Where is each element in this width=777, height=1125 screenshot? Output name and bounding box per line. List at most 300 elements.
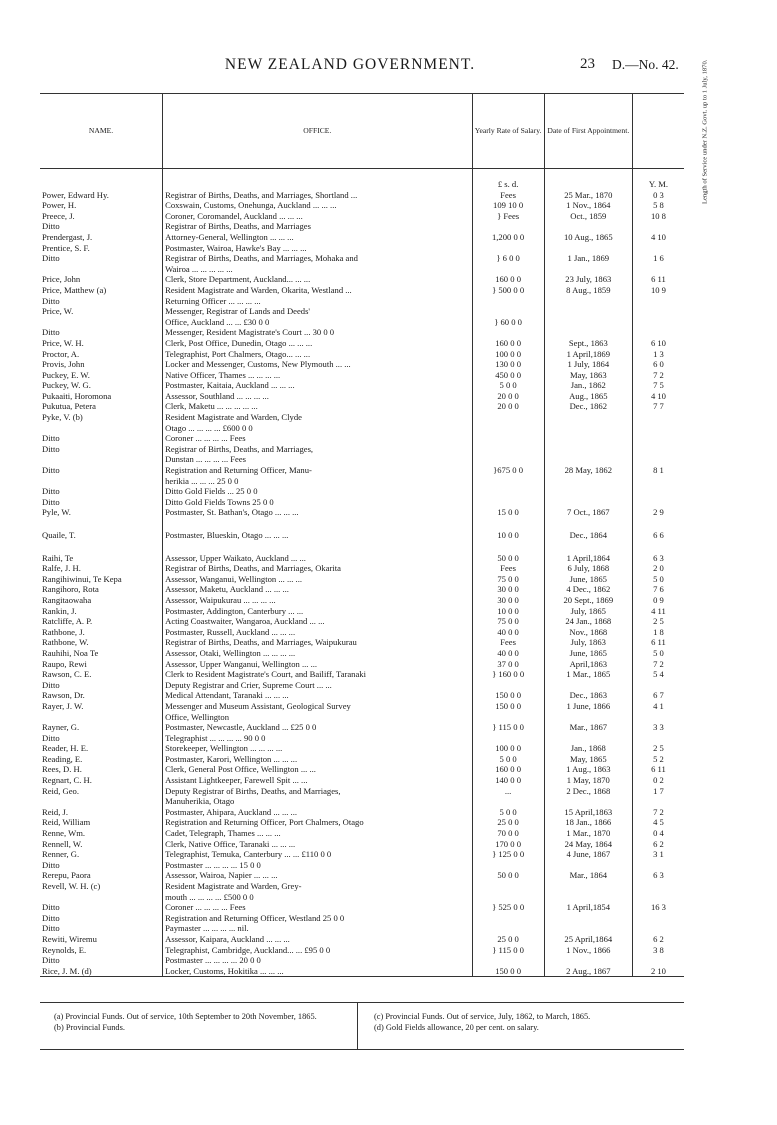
cell-office: Assistant Lightkeeper, Farewell Spit ... ... (163, 775, 472, 786)
table-row (40, 680, 684, 691)
cell-office: Clerk to Resident Magistrate's Court, and Bailiff, Taranaki (163, 669, 472, 680)
cell-office: Resident Magistrate and Warden, Clyde (163, 412, 472, 423)
cell-salary: 160 0 0 (472, 274, 544, 285)
cell-length: 0 2 (653, 775, 664, 786)
units-row (40, 169, 684, 190)
cell-salary (472, 680, 544, 691)
cell-office: Registration and Returning Officer, Port Chalmers, Otago (163, 817, 472, 828)
cell-length (632, 518, 684, 530)
cell-date (544, 221, 632, 232)
cell-name: Rayner, G. (40, 722, 163, 733)
cell-date: April,1863 (544, 659, 632, 670)
cell-date (544, 733, 632, 744)
cell-date: Sept., 1863 (544, 338, 632, 349)
cell-name: Rice, J. M. (d) (40, 966, 163, 977)
cell-name: Rewiti, Wiremu (40, 934, 163, 945)
cell-salary (472, 433, 544, 444)
cell-name: Rangihoro, Rota (40, 584, 163, 595)
cell-length (632, 955, 684, 966)
cell-name: Rawson, C. E. (40, 669, 163, 680)
table-row (40, 274, 684, 285)
cell-name: Regnart, C. H. (40, 775, 163, 786)
cell-office: Registrar of Births, Deaths, and Marriages, Shortland ... (163, 190, 472, 201)
cell-length: 3 8 (653, 944, 664, 955)
table-row (40, 359, 684, 370)
cell-date (544, 327, 632, 338)
cell-office: Postmaster, Blueskin, Otago ... ... ... (163, 530, 472, 541)
cell-office: Ditto Gold Fields ... 25 0 0 (163, 486, 472, 497)
cell-length: 1 7 (653, 785, 664, 796)
table-row (40, 923, 684, 934)
cell-name: Ditto (40, 680, 163, 691)
cell-office: Returning Officer ... ... ... ... (163, 296, 472, 307)
cell-salary: 160 0 0 (472, 338, 544, 349)
cell-salary: 15 0 0 (472, 507, 544, 518)
cell-length: 1 6 (653, 253, 664, 264)
table-row (40, 243, 684, 254)
cell-office: Acting Coastwaiter, Wangaroa, Auckland ... ... (163, 616, 472, 627)
cell-length (632, 444, 684, 455)
cell-salary: 75 0 0 (472, 574, 544, 585)
cell-length (632, 412, 684, 423)
cell-office: Postmaster, Wairoa, Hawke's Bay ... ... ... (163, 243, 472, 254)
cell-office: Registrar of Births, Deaths, and Marriages (163, 221, 472, 232)
cell-length: 6 11 (651, 764, 666, 775)
cell-salary: 50 0 0 (472, 870, 544, 881)
cell-office: Registrar of Births, Deaths, and Marriages, (163, 444, 472, 455)
cell-name: Ditto (40, 444, 163, 455)
cell-length: 6 0 (653, 359, 664, 370)
page-title: NEW ZEALAND GOVERNMENT. (224, 56, 476, 73)
column-header-length-label: Length of Service under N.Z. Govt. up to 1 July, 1870. (701, 59, 709, 205)
cell-office: Postmaster ... ... ... ... 15 0 0 (163, 860, 472, 871)
cell-salary: Fees (472, 563, 544, 574)
cell-name: Reading, E. (40, 754, 163, 765)
cell-salary: } 115 0 0 (472, 945, 544, 956)
cell-date: June, 1865 (544, 574, 632, 585)
cell-date (544, 486, 632, 497)
cell-salary: 160 0 0 (472, 764, 544, 775)
page-number: 23 (580, 56, 595, 72)
cell-office: Messenger, Registrar of Lands and Deeds' (163, 306, 472, 317)
cell-salary (472, 497, 544, 508)
cell-date: Jan., 1868 (544, 743, 632, 754)
cell-date: 25 April,1864 (544, 934, 632, 945)
cell-date: 1 Nov., 1864 (544, 200, 632, 211)
cell-name: Revell, W. H. (c) (40, 881, 163, 892)
cell-date: 1 Jan., 1869 (544, 253, 632, 264)
table-row (40, 285, 684, 296)
cell-salary: Fees (472, 637, 544, 648)
cell-salary: 37 0 0 (472, 659, 544, 670)
cell-salary (472, 486, 544, 497)
cell-date (544, 454, 632, 465)
table-row (40, 637, 684, 648)
cell-length (632, 296, 684, 307)
cell-name: Puckey, E. W. (40, 370, 163, 381)
table-row (40, 541, 684, 553)
cell-name: Price, Matthew (a) (40, 285, 163, 296)
cell-length (632, 264, 684, 275)
table-row (40, 190, 684, 201)
cell-length: 7 6 (653, 584, 664, 595)
table-row (40, 497, 684, 508)
footnotes-left (54, 1012, 344, 1033)
cell-office: Registrar of Births, Deaths, and Marriages, Okarita (163, 563, 472, 574)
cell-name: Ditto (40, 497, 163, 508)
cell-length: 6 2 (653, 838, 664, 849)
cell-date: 1 Mar., 1870 (544, 828, 632, 839)
table-row (40, 817, 684, 828)
cell-length: 0 9 (653, 594, 664, 605)
table-row (40, 530, 684, 541)
cell-name (40, 518, 163, 530)
cell-office: Resident Magistrate and Warden, Okarita, Westland ... (163, 285, 472, 296)
cell-salary: 5 0 0 (472, 754, 544, 765)
cell-office: Storekeeper, Wellington ... ... ... ... (163, 743, 472, 754)
cell-salary (472, 881, 544, 892)
cell-name: Ditto (40, 923, 163, 934)
table-row (40, 659, 684, 670)
cell-office (163, 518, 472, 530)
cell-office: Assessor, Southland ... ... ... ... (163, 391, 472, 402)
cell-date: 23 July, 1863 (544, 274, 632, 285)
cell-salary: 100 0 0 (472, 349, 544, 360)
cell-date (544, 712, 632, 723)
cell-salary: 109 10 0 (472, 200, 544, 211)
cell-salary (472, 264, 544, 275)
cell-name: Power, H. (40, 200, 163, 211)
cell-office: Assessor, Maketu, Auckland ... ... ... (163, 584, 472, 595)
cell-name: Ditto (40, 221, 163, 232)
column-header-office: OFFICE. (163, 94, 472, 169)
cell-office: Clerk, Post Office, Dunedin, Otago ... ... ... (163, 338, 472, 349)
cell-length (632, 476, 684, 487)
cell-salary (472, 221, 544, 232)
cell-salary: 40 0 0 (472, 627, 544, 638)
cell-office: Resident Magistrate and Warden, Grey- (163, 881, 472, 892)
cell-name: Reader, H. E. (40, 743, 163, 754)
cell-name: Prentice, S. F. (40, 243, 163, 254)
table-row (40, 690, 684, 701)
cell-office: Coroner ... ... ... ... Fees (163, 902, 472, 913)
cell-salary: 20 0 0 (472, 401, 544, 412)
cell-date (544, 497, 632, 508)
cell-date (544, 243, 632, 254)
table-row (40, 253, 684, 264)
cell-office: Messenger, Resident Magistrate's Court ... 30 0 0 (163, 327, 472, 338)
cell-name (40, 476, 163, 487)
cell-office: Assessor, Upper Waikato, Auckland ... ... (163, 553, 472, 564)
column-header-date: Date of First Appointment. (544, 94, 632, 169)
cell-office: Registration and Returning Officer, Manu- (163, 465, 472, 476)
cell-date: 2 Aug., 1867 (544, 966, 632, 977)
table-row (40, 881, 684, 892)
table-row (40, 892, 684, 903)
cell-length (632, 860, 684, 871)
cell-name: Pyke, V. (b) (40, 412, 163, 423)
cell-name: Ditto (40, 296, 163, 307)
table-row (40, 563, 684, 574)
cell-salary: 150 0 0 (472, 701, 544, 712)
cell-office: Postmaster, Russell, Auckland ... ... ... (163, 627, 472, 638)
table-row (40, 913, 684, 924)
table-row (40, 444, 684, 455)
table-row (40, 423, 684, 434)
cell-name: Price, John (40, 274, 163, 285)
cell-salary: 170 0 0 (472, 839, 544, 850)
cell-office: Postmaster, Ahipara, Auckland ... ... ... (163, 807, 472, 818)
cell-name: Pukaaiti, Horomona (40, 391, 163, 402)
cell-office: Telegraphist, Port Chalmers, Otago... ... ... (163, 349, 472, 360)
cell-length (632, 923, 684, 934)
cell-salary: 30 0 0 (472, 595, 544, 606)
cell-date: July, 1863 (544, 637, 632, 648)
cell-salary (472, 955, 544, 966)
cell-name: Ditto (40, 327, 163, 338)
cell-name: Reid, Geo. (40, 786, 163, 797)
cell-date: 1 Aug., 1863 (544, 764, 632, 775)
cell-date: 2 Dec., 1868 (544, 786, 632, 797)
cell-office: Coroner ... ... ... ... Fees (163, 433, 472, 444)
cell-salary: 30 0 0 (472, 584, 544, 595)
cell-name: Rerepu, Paora (40, 870, 163, 881)
table-row (40, 764, 684, 775)
table-row (40, 902, 684, 913)
cell-length: 4 10 (650, 390, 666, 401)
cell-salary: 25 0 0 (472, 934, 544, 945)
cell-salary: } 125 0 0 (472, 849, 544, 860)
cell-length: 10 9 (650, 284, 666, 295)
cell-office: Clerk, General Post Office, Wellington ... ... (163, 764, 472, 775)
cell-date: Dec., 1862 (544, 401, 632, 412)
cell-office: Otago ... ... ... ... £600 0 0 (163, 423, 472, 434)
cell-length (632, 327, 684, 338)
cell-length: 2 9 (653, 507, 664, 518)
cell-name: Prendergast, J. (40, 232, 163, 243)
cell-date: Dec., 1863 (544, 690, 632, 701)
cell-date: 25 Mar., 1870 (544, 190, 632, 201)
cell-name: Ditto (40, 955, 163, 966)
cell-length: 8 1 (653, 465, 664, 476)
table-row (40, 606, 684, 617)
cell-date: 18 Jan., 1866 (544, 817, 632, 828)
cell-date: June, 1865 (544, 648, 632, 659)
cell-date (544, 923, 632, 934)
cell-name: Raupo, Rewi (40, 659, 163, 670)
cell-name (40, 454, 163, 465)
cell-date: 20 Sept., 1869 (544, 595, 632, 606)
table-row (40, 338, 684, 349)
cell-office: Postmaster, Addington, Canterbury ... ... (163, 606, 472, 617)
cell-salary (472, 860, 544, 871)
cell-date (544, 913, 632, 924)
cell-office: Locker and Messenger, Customs, New Plymouth ... ... (163, 359, 472, 370)
table-row (40, 786, 684, 797)
cell-salary (472, 541, 544, 553)
table-row (40, 934, 684, 945)
cell-office: Clerk, Native Office, Taranaki ... ... ... (163, 839, 472, 850)
cell-length (632, 221, 684, 232)
salary-units: £ s. d. (472, 169, 544, 190)
cell-length: 16 3 (650, 902, 666, 913)
cell-length: 6 3 (653, 870, 664, 881)
cell-date (544, 680, 632, 691)
cell-salary (472, 892, 544, 903)
cell-salary: 130 0 0 (472, 359, 544, 370)
cell-salary (472, 444, 544, 455)
cell-name: Reid, J. (40, 807, 163, 818)
cell-length: 5 0 (653, 573, 664, 584)
cell-name (40, 423, 163, 434)
cell-office: Telegraphist, Temuka, Canterbury ... ... £110 0 0 (163, 849, 472, 860)
cell-office: Coxswain, Customs, Onehunga, Auckland ... ... ... (163, 200, 472, 211)
cell-length: 1 8 (653, 626, 664, 637)
cell-office: Clerk, Store Department, Auckland... ... ... (163, 274, 472, 285)
table-row (40, 211, 684, 222)
cell-salary (472, 733, 544, 744)
table-row (40, 574, 684, 585)
footnote-a: (a) Provincial Funds. Out of service, 10th September to 20th November, 1865. (54, 1012, 317, 1021)
cell-date: Jan., 1862 (544, 380, 632, 391)
cell-length: 2 10 (650, 965, 666, 976)
cell-date (544, 955, 632, 966)
cell-length: 6 3 (653, 552, 664, 563)
cell-name: Ratcliffe, A. P. (40, 616, 163, 627)
cell-name: Provis, John (40, 359, 163, 370)
cell-name: Power, Edward Hy. (40, 190, 163, 201)
cell-salary (472, 913, 544, 924)
cell-office: Office, Auckland ... ... £30 0 0 (163, 317, 472, 328)
table-row (40, 616, 684, 627)
cell-length: 2 5 (653, 743, 664, 754)
cell-name (40, 712, 163, 723)
table-row (40, 722, 684, 733)
cell-date: Aug., 1865 (544, 391, 632, 402)
cell-salary: 450 0 0 (472, 370, 544, 381)
cell-length (632, 317, 684, 328)
cell-office: Assessor, Wanganui, Wellington ... ... ... (163, 574, 472, 585)
cell-date (544, 433, 632, 444)
cell-length: 0 3 (653, 189, 664, 200)
cell-length: 6 11 (651, 637, 666, 648)
table-row (40, 627, 684, 638)
cell-name: Reynolds, E. (40, 945, 163, 956)
cell-length: 0 4 (653, 828, 664, 839)
cell-date (544, 892, 632, 903)
cell-office: Manuherikia, Otago (163, 796, 472, 807)
cell-office: Clerk, Maketu ... ... ... ... ... (163, 401, 472, 412)
cell-office: Assessor, Kaipara, Auckland ... ... ... (163, 934, 472, 945)
cell-office: Coroner, Coromandel, Auckland ... ... ... (163, 211, 472, 222)
table-header-row (40, 94, 684, 169)
table-row (40, 476, 684, 487)
table-row (40, 264, 684, 275)
cell-office: Postmaster, Newcastle, Auckland ... £25 0 0 (163, 722, 472, 733)
cell-name: Pyle, W. (40, 507, 163, 518)
cell-salary: 10 0 0 (472, 530, 544, 541)
length-units: Y. M. (648, 179, 669, 189)
cell-date: 1 June, 1866 (544, 701, 632, 712)
cell-salary: 50 0 0 (472, 553, 544, 564)
table-row (40, 584, 684, 595)
cell-salary: 5 0 0 (472, 380, 544, 391)
footnote-c: (c) Provincial Funds. Out of service, July, 1862, to March, 1865. (374, 1012, 591, 1021)
cell-salary (472, 712, 544, 723)
cell-name: Rankin, J. (40, 606, 163, 617)
cell-date: 1 April,1869 (544, 349, 632, 360)
cell-office: Wairoa ... ... ... ... ... (163, 264, 472, 275)
cell-salary: 70 0 0 (472, 828, 544, 839)
cell-date (544, 476, 632, 487)
table-row (40, 401, 684, 412)
footnotes (40, 1002, 684, 1050)
table-row (40, 955, 684, 966)
cell-length: 6 2 (653, 933, 664, 944)
cell-length: 10 8 (650, 210, 666, 221)
cell-office: Telegraphist ... ... ... ... 90 0 0 (163, 733, 472, 744)
cell-date: 10 Aug., 1865 (544, 232, 632, 243)
cell-date: May, 1865 (544, 754, 632, 765)
cell-office: Postmaster, St. Bathan's, Otago ... ... ... (163, 507, 472, 518)
cell-salary (472, 923, 544, 934)
cell-date: 15 April,1863 (544, 807, 632, 818)
cell-length (632, 712, 684, 723)
cell-length: 2 0 (653, 563, 664, 574)
table-row (40, 391, 684, 402)
table-row (40, 507, 684, 518)
cell-length (632, 733, 684, 744)
cell-length: 7 7 (653, 401, 664, 412)
cell-office: Messenger and Museum Assistant, Geological Survey (163, 701, 472, 712)
cell-date: 8 Aug., 1859 (544, 285, 632, 296)
cell-name: Quaile, T. (40, 530, 163, 541)
cell-date (544, 518, 632, 530)
cell-name: Rauhihi, Noa Te (40, 648, 163, 659)
cell-office: Locker, Customs, Hokitika ... ... ... (163, 966, 472, 977)
cell-name: Pukutua, Petera (40, 401, 163, 412)
cell-office: Attorney-General, Wellington ... ... ... (163, 232, 472, 243)
cell-salary: ... (472, 786, 544, 797)
cell-length: 4 10 (650, 231, 666, 242)
cell-salary: 100 0 0 (472, 743, 544, 754)
cell-salary (472, 296, 544, 307)
table-row (40, 839, 684, 850)
table-row (40, 669, 684, 680)
cell-length (632, 454, 684, 465)
cell-office: Assessor, Otaki, Wellington ... ... ... ... (163, 648, 472, 659)
cell-salary: 140 0 0 (472, 775, 544, 786)
cell-office: Deputy Registrar and Crier, Supreme Court ... ... (163, 680, 472, 691)
cell-salary (472, 518, 544, 530)
page-header (0, 56, 700, 76)
cell-office: Postmaster, Karori, Wellington ... ... ... (163, 754, 472, 765)
cell-office: Postmaster ... ... ... ... 20 0 0 (163, 955, 472, 966)
cell-name: Rangitaowaha (40, 595, 163, 606)
cell-office: Deputy Registrar of Births, Deaths, and Marriages, (163, 786, 472, 797)
cell-length: 7 5 (653, 380, 664, 391)
cell-name: Rennell, W. (40, 839, 163, 850)
cell-salary (472, 327, 544, 338)
cell-salary (472, 454, 544, 465)
cell-office: Dunstan ... ... ... ... Fees (163, 454, 472, 465)
cell-date: 24 Jan., 1868 (544, 616, 632, 627)
cell-date: 4 June, 1867 (544, 849, 632, 860)
cell-length (632, 423, 684, 434)
table-row (40, 701, 684, 712)
cell-length: 3 1 (653, 849, 664, 860)
cell-office: herikia ... ... ... 25 0 0 (163, 476, 472, 487)
